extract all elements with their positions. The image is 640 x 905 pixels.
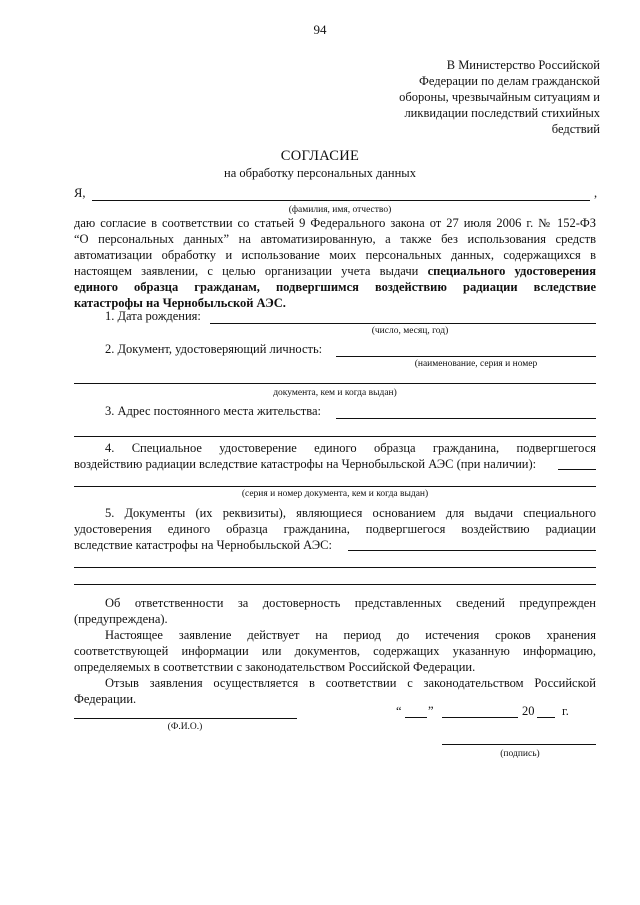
validity-line-1: Настоящее заявление действует на период до истечения сроков хранения (105, 628, 596, 642)
addressee-line: В Министерство Российской (446, 58, 600, 72)
date-day-field[interactable] (405, 717, 427, 718)
consent-line-2: “О персональных данных” на автоматизированную, а также без использования средств (74, 232, 596, 246)
item5-line-1: 5. Документы (их реквизиты), являющиеся основанием для выдачи специального (105, 506, 596, 520)
fio-field[interactable] (92, 200, 590, 201)
document-title: СОГЛАСИЕ (280, 148, 360, 164)
item5-line-3: вследствие катастрофы на Чернобыльской АЭС: (74, 538, 332, 552)
birth-date-caption: (число, месяц, год) (371, 326, 449, 336)
signature-caption: (подпись) (500, 749, 540, 759)
consent-line-5 (74, 280, 596, 296)
id-document-caption-2: документа, кем и когда выдан) (273, 388, 397, 398)
date-close-quote: ” (428, 704, 434, 718)
certificate-field[interactable] (74, 486, 596, 487)
birth-date-field[interactable] (210, 323, 596, 324)
addressee-line: Федерации по делам гражданской (418, 74, 600, 88)
fio-comma: , (594, 186, 598, 200)
addressee-line: бедствий (551, 122, 600, 136)
consent-line-3: автоматизации обработку и использование моих персональных данных, содержащихся в (74, 248, 596, 262)
consent-line-4 (74, 264, 596, 280)
certificate-field-tail[interactable] (558, 469, 596, 470)
item5-line-2: удостоверения единого образца гражданина, подвергшегося воздействию радиации (74, 522, 596, 536)
consent-line-6-bold: катастрофы на Чернобыльской АЭС. (74, 296, 286, 310)
item4-line-2: воздействию радиации вследствие катастрофы на Чернобыльской АЭС (при наличии): (74, 457, 537, 471)
consent-line-4-bold: специального удостоверения (427, 264, 597, 278)
date-year-field[interactable] (537, 717, 555, 718)
page-number: 94 (313, 22, 327, 37)
documents-field-3[interactable] (74, 584, 596, 585)
birth-date-label: 1. Дата рождения: (105, 309, 201, 323)
item4-line-1: 4. Специальное удостоверение единого образца гражданина, подвергшегося (105, 441, 596, 455)
document-subtitle: на обработку персональных данных (224, 166, 416, 180)
date-year-suffix: г. (562, 704, 569, 718)
date-month-field[interactable] (442, 717, 518, 718)
fio-caption: (фамилия, имя, отчество) (288, 205, 392, 215)
address-label: 3. Адрес постоянного места жительства: (105, 404, 321, 418)
documents-field[interactable] (348, 550, 596, 551)
validity-line-3: определяемых в соответствии с законодательством Российской Федерации. (74, 660, 476, 674)
id-document-label: 2. Документ, удостоверяющий личность: (105, 342, 323, 356)
responsibility-line-2: (предупреждена). (74, 612, 168, 626)
id-document-field-2[interactable] (74, 383, 596, 384)
date-year-prefix: 20 (522, 704, 535, 718)
consent-line-4-plain: настоящем заявлении, с целью организации учета выдачи (74, 264, 428, 278)
validity-line-2: соответствующей информации или документов, содержащих указанную информацию, (74, 644, 596, 658)
address-field[interactable] (336, 418, 596, 419)
responsibility-line-1: Об ответственности за достоверность представленных сведений предупрежден (105, 596, 596, 610)
revocation-line-2: Федерации. (74, 692, 137, 706)
certificate-caption: (серия и номер документа, кем и когда выдан) (241, 489, 429, 499)
id-document-field[interactable] (336, 356, 596, 357)
id-document-caption-1: (наименование, серия и номер (414, 359, 538, 369)
addressee-line: обороны, чрезвычайным ситуациям и (399, 90, 600, 104)
fio-sign-caption: (Ф.И.О.) (167, 722, 203, 732)
consent-line-1: даю согласие в соответствии со статьей 9 Федерального закона от 27 июля 2006 г. № 152-ФЗ (74, 216, 596, 230)
address-field-2[interactable] (74, 436, 596, 437)
ya-label: Я, (74, 186, 86, 200)
addressee-block (384, 57, 600, 137)
signature-field[interactable] (442, 744, 596, 745)
addressee-line: ликвидации последствий стихийных (404, 106, 600, 120)
date-open-quote: “ (396, 704, 402, 718)
documents-field-2[interactable] (74, 567, 596, 568)
revocation-line-1: Отзыв заявления осуществляется в соответствии с законодательством Российской (105, 676, 596, 690)
fio-sign-field[interactable] (74, 718, 297, 719)
consent-line-5-bold: единого образца гражданам, подвергшимся воздействию радиации вследствие (74, 280, 596, 294)
